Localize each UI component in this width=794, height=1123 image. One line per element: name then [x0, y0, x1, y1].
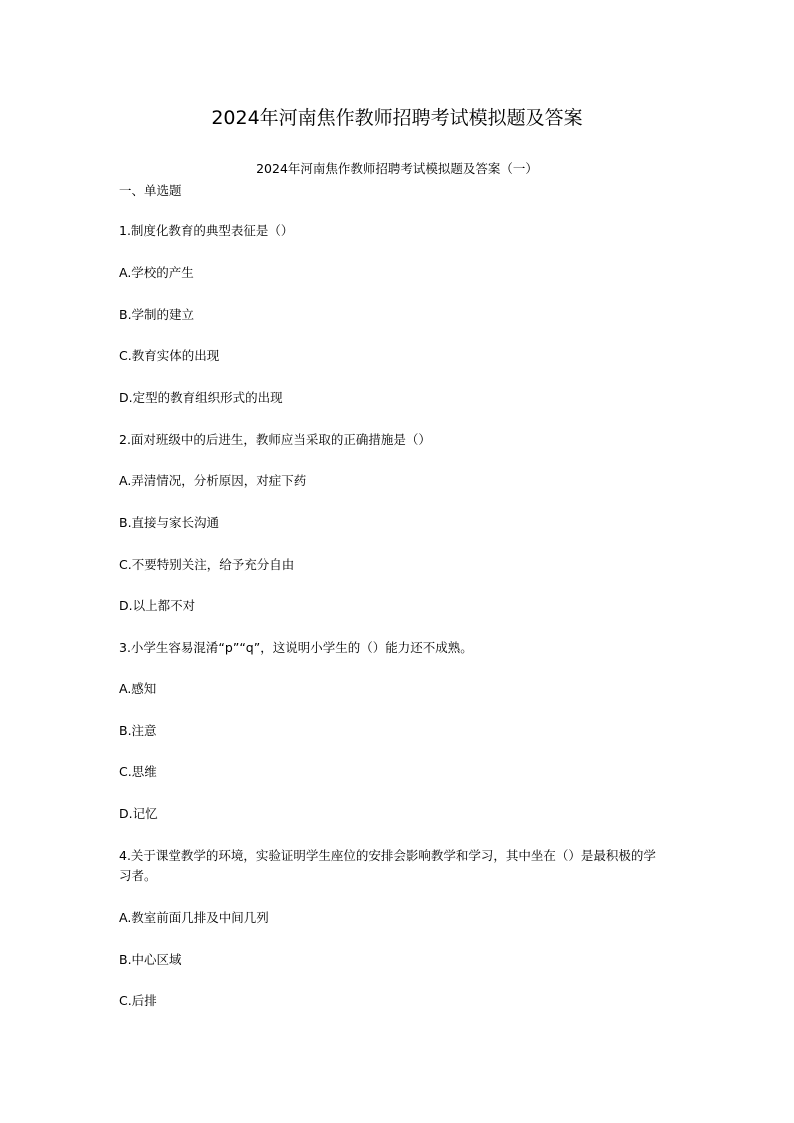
question-3-option-a: A.感知 [119, 681, 157, 696]
question-2-option-d: D.以上都不对 [119, 598, 196, 613]
question-3-option-c: C.思维 [119, 764, 157, 779]
question-2: 2.面对班级中的后进生，教师应当采取的正确措施是（） [119, 432, 431, 447]
document-subtitle: 2024年河南焦作教师招聘考试模拟题及答案（一） [256, 161, 538, 176]
question-3: 3.小学生容易混淆“p”“q”，这说明小学生的（）能力还不成熟。 [119, 640, 473, 655]
question-3-option-b: B.注意 [119, 723, 157, 738]
question-1-option-d: D.定型的教育组织形式的出现 [119, 390, 283, 405]
question-4: 4.关于课堂教学的环境，实验证明学生座位的安排会影响教学和学习，其中坐在（）是最积极的学习者。 [119, 848, 656, 883]
question-2-option-b: B.直接与家长沟通 [119, 515, 220, 530]
question-1-option-a: A.学校的产生 [119, 265, 194, 280]
question-1-option-c: C.教育实体的出现 [119, 348, 220, 363]
question-3-option-d: D.记忆 [119, 806, 158, 821]
document-title: 2024年河南焦作教师招聘考试模拟题及答案 [211, 107, 583, 129]
question-4-option-b: B.中心区域 [119, 952, 182, 967]
question-2-option-c: C.不要特别关注，给予充分自由 [119, 557, 295, 572]
question-4-option-c: C.后排 [119, 993, 157, 1008]
question-4-option-a: A.教室前面几排及中间几列 [119, 910, 269, 925]
question-2-option-a: A.弄清情况，分析原因，对症下药 [119, 473, 307, 488]
question-1: 1.制度化教育的典型表征是（） [119, 223, 294, 238]
question-1-option-b: B.学制的建立 [119, 307, 195, 322]
section-heading: 一、单选题 [119, 183, 182, 198]
